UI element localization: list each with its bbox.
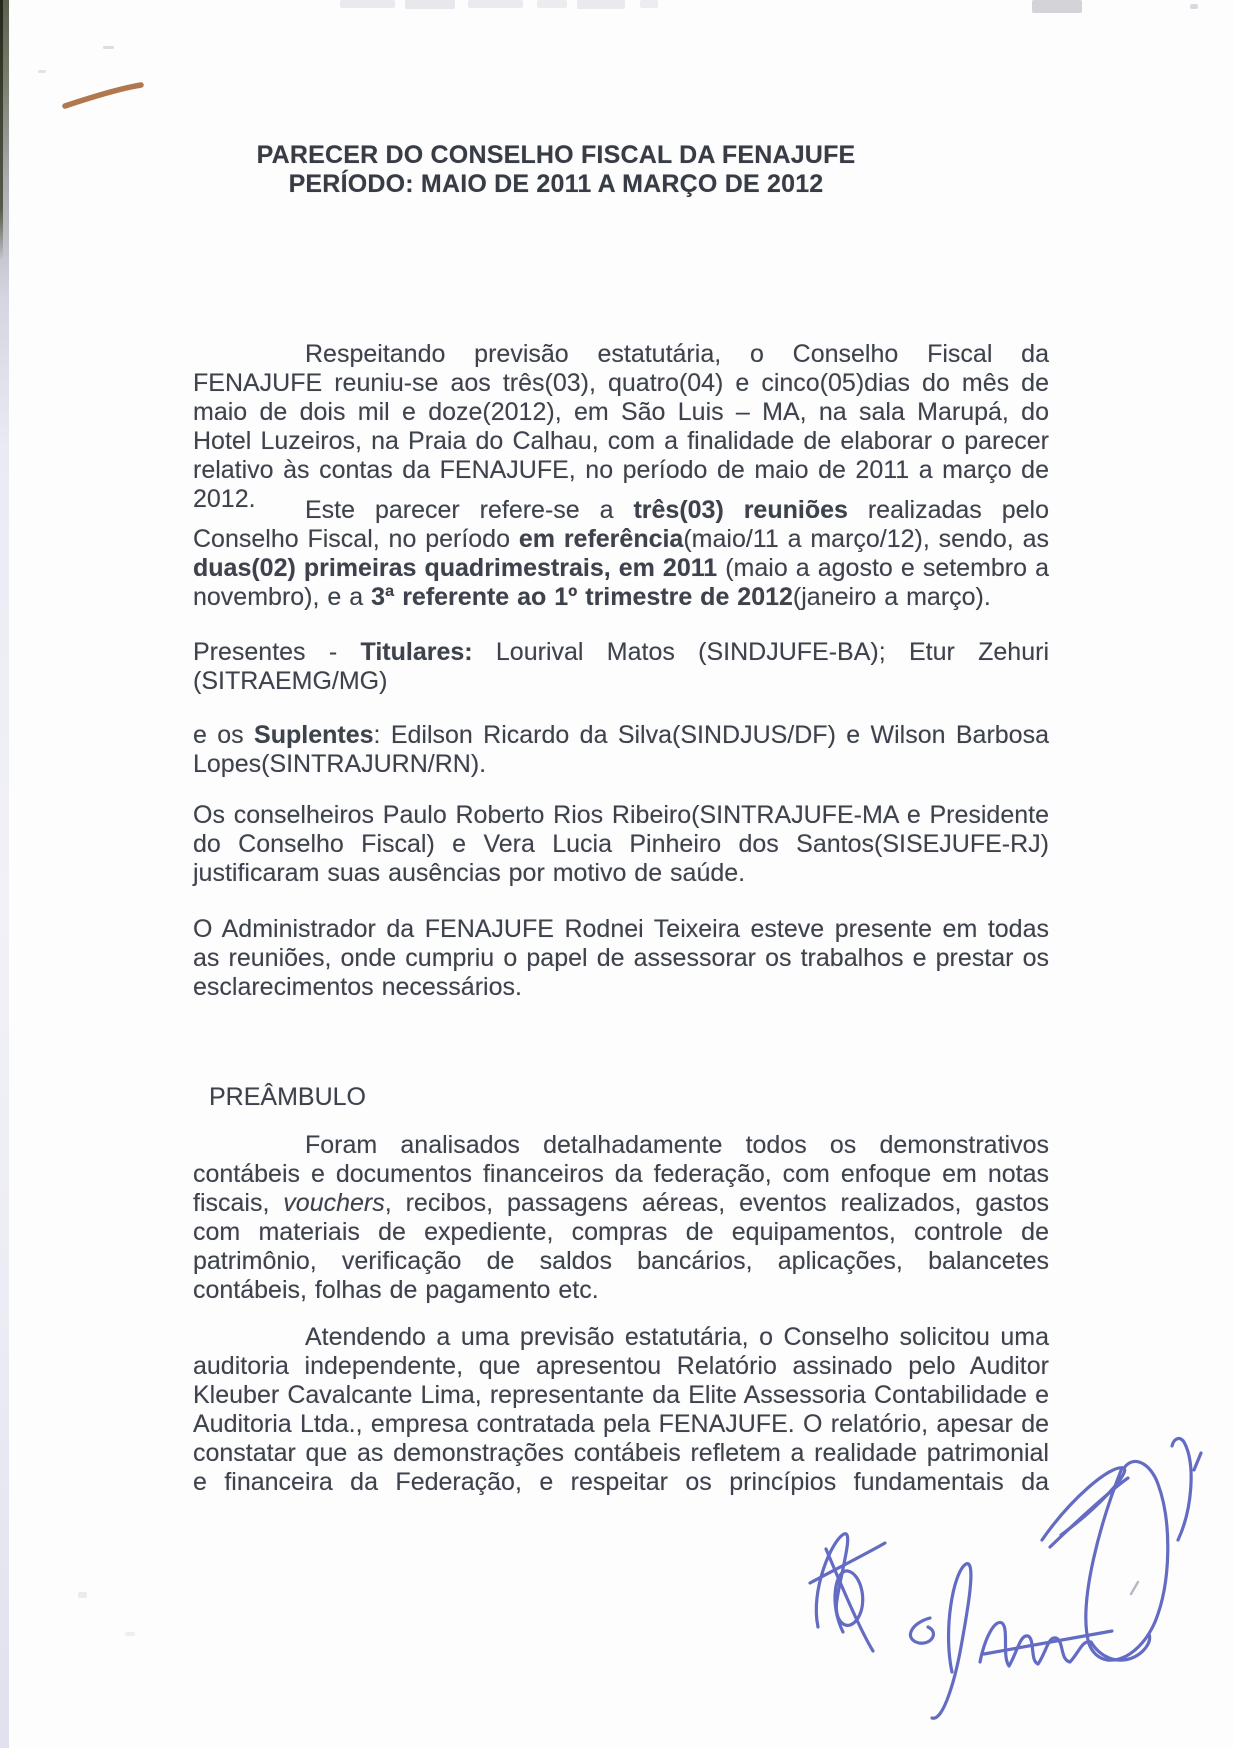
signature-handwriting	[780, 1422, 1225, 1727]
paragraph-text-segment: Este parecer refere-se a	[305, 496, 634, 524]
paragraph-text-segment: duas(02) primeiras quadrimestrais, em 2011	[193, 554, 718, 582]
paragraph-text-segment: 3ª referente ao 1º trimestre de 2012	[371, 583, 793, 611]
scan-top-artifact	[640, 0, 658, 8]
pen-scribble-stroke	[65, 85, 141, 106]
paragraph-7	[193, 1131, 1049, 1305]
paragraph-text-segment: : Edilson Ricardo da Silva(SINDJUS/DF) e Wilson Barbosa Lopes(SINTRAJURN/RN).	[193, 721, 1049, 778]
document-title	[193, 141, 919, 199]
scan-speck	[125, 1632, 135, 1636]
paragraph-text-segment: Presentes -	[193, 638, 361, 666]
scan-top-artifact	[577, 0, 625, 9]
signature-strokes	[810, 1439, 1201, 1719]
scan-top-artifact	[468, 0, 523, 8]
paragraph-2	[193, 496, 1049, 612]
paragraph-5	[193, 801, 1049, 888]
paragraph-text-segment: Suplentes	[254, 721, 374, 749]
paragraph-text-segment: realizadas pelo Conselho Fiscal, no período	[193, 496, 1049, 553]
paragraph-text-segment: Respeitando previsão estatutária, o Conselho Fiscal da FENAJUFE reuniu-se aos três(03), quatro(04) e cinco(05)dias do mês de maio de dois mil e doze(2012), em São Luis – MA, na sala Marupá, do Hotel Luzeiros, na Praia do Calhau, com a finalidade de elaborar o parecer relativo às contas da FENAJUFE, no período de maio de 2011 a março de 2012.	[193, 340, 1049, 513]
paragraph-text-segment: (maio/11 a março/12), sendo, as	[683, 525, 1049, 553]
paragraph-6	[193, 915, 1049, 1002]
section-heading-preambulo: PREÂMBULO	[209, 1083, 366, 1111]
scan-top-artifact	[340, 0, 395, 8]
title-line-1: PARECER DO CONSELHO FISCAL DA FENAJUFE	[256, 141, 856, 169]
scan-speck	[38, 70, 46, 73]
paragraph-text-segment: (maio a agosto e setembro a novembro), e a	[193, 554, 1050, 611]
paragraph-text-segment: Titulares:	[360, 638, 473, 666]
scan-top-artifact	[1190, 4, 1198, 9]
paragraph-text-segment: , recibos, passagens aéreas, eventos realizados, gastos com materiais de expediente, compras de equipamentos, controle de patrimônio, verificação de saldos bancários, aplicações, balancetes contábeis, folhas de pagamento etc.	[193, 1189, 1049, 1304]
paragraph-text-segment: vouchers	[283, 1189, 385, 1217]
paragraph-text-segment: Lourival Matos (SINDJUFE-BA); Etur Zehuri (SITRAEMG/MG)	[193, 638, 1049, 695]
scan-speck	[78, 1592, 87, 1598]
paragraph-text-segment: Atendendo a uma previsão estatutária, o Conselho solicitou uma auditoria independente, que apresentou Relatório assinado pelo Auditor Kleuber Cavalcante Lima, representante da Elite Assessoria Contabilidade e Auditoria Ltda., empresa contratada pela FENAJUFE. O relatório, apesar de constatar que as demonstrações contábeis refletem a realidade patrimonial e financeira da Federação, e respeitar os princípios fundamentais da	[193, 1323, 1049, 1496]
paragraph-text-segment: em referência	[518, 525, 684, 553]
paragraph-text-segment: (janeiro a março).	[792, 583, 991, 611]
scan-top-artifact	[405, 0, 455, 9]
title-line-2: PERÍODO: MAIO DE 2011 A MARÇO DE 2012	[288, 170, 824, 198]
signature-faint-mark	[1131, 1582, 1138, 1594]
scan-edge-artifact	[0, 0, 9, 1748]
scan-edge-artifact-dark	[0, 0, 3, 260]
pen-scribble-mark	[55, 76, 155, 118]
paragraph-3	[193, 638, 1049, 696]
paragraph-text-segment: Os conselheiros Paulo Roberto Rios Ribeiro(SINTRAJUFE-MA e Presidente do Conselho Fiscal) e Vera Lucia Pinheiro dos Santos(SISEJUFE-RJ) justificaram suas ausências por motivo de saúde.	[193, 801, 1049, 887]
paragraph-text-segment: Foram analisados detalhadamente todos os demonstrativos contábeis e documentos financeiros da federação, com enfoque em notas fiscais,	[193, 1131, 1049, 1217]
paragraph-text-segment: três(03) reuniões	[633, 496, 848, 524]
scan-speck	[103, 46, 114, 49]
paragraph-4	[193, 721, 1049, 779]
paragraph-text-segment: O Administrador da FENAJUFE Rodnei Teixeira esteve presente em todas as reuniões, onde cumpriu o papel de assessorar os trabalhos e prestar os esclarecimentos necessários.	[193, 915, 1049, 1001]
scan-top-artifact	[537, 0, 567, 8]
scan-top-artifact	[1032, 0, 1082, 13]
paragraph-text-segment: e os	[193, 721, 255, 749]
paragraph-1	[193, 340, 1049, 514]
